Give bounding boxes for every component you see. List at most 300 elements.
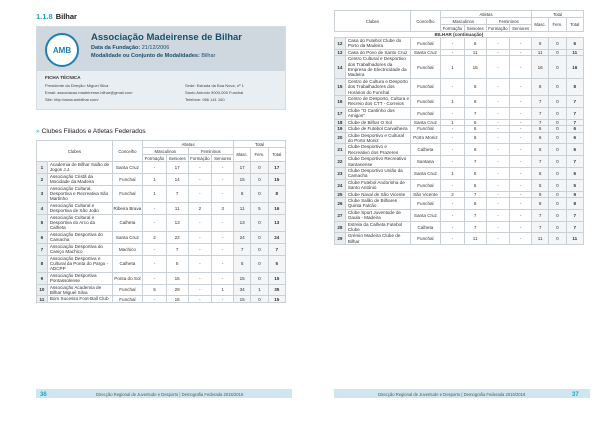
ficha-title: FICHA TÉCNICA [45,75,81,80]
fem-seniores: - [510,167,532,179]
header-concelho: Concelho [112,141,142,162]
fem-seniores: - [510,221,532,233]
fem-seniores: - [510,209,532,221]
club-name: Clube Futebol Andorinha de Santo António [345,179,410,191]
total-all: 7 [268,243,285,255]
left-table-body [37,162,286,303]
row-number: 20 [335,132,346,144]
row-number: 6 [37,231,48,243]
masc-seniores: 17 [166,162,188,174]
total-fem: 0 [251,173,268,185]
fem-seniores: - [212,296,234,302]
fem-seniores: 1 [212,284,234,296]
fem-formacao: - [486,233,510,245]
masc-seniores: 7 [166,185,188,202]
row-number: 4 [37,202,48,214]
fem-seniores: - [510,132,532,144]
total-all: 8 [566,197,583,209]
fem-formacao: - [188,272,212,284]
total-fem: 0 [549,126,566,132]
total-all: 17 [268,162,285,174]
concelho: Funchal [410,107,440,119]
masc-seniores: 29 [166,284,188,296]
row-number: 13 [335,49,346,55]
row-number: 2 [37,173,48,185]
concelho: Santa Cruz [410,119,440,125]
concelho: Santa Cruz [112,231,142,243]
total-masc: 7 [531,156,548,168]
total-fem: 0 [549,49,566,55]
fem-seniores: 3 [212,202,234,214]
masc-seniores: 22 [166,231,188,243]
row-number: 17 [335,107,346,119]
header-total-r: Total [531,11,583,18]
fem-seniores: - [212,231,234,243]
fem-seniores: - [510,191,532,197]
row-number: 18 [335,119,346,125]
fem-formacao: - [486,167,510,179]
total-fem: 0 [251,185,268,202]
clubs-title-text: Clubes Filiados e Atletas Federados [41,128,146,135]
total-fem: 0 [251,162,268,174]
row-number: 28 [335,221,346,233]
concelho: Funchal [112,185,142,202]
masc-formacao: 2 [441,191,465,197]
masc-formacao: - [143,296,167,302]
masc-seniores: 6 [464,119,486,125]
logo-text: AMB [52,45,72,55]
concelho: Funchal [410,78,440,95]
club-name: Associação Desportiva do Camacha [47,231,112,243]
table-row [335,78,584,95]
row-number: 19 [335,126,346,132]
concelho: Funchal [410,56,440,79]
masc-seniores: 6 [464,132,486,144]
concelho: Calheta [112,214,142,231]
modality-line [91,53,215,59]
total-masc: 11 [233,202,250,214]
concelho: Funchal [410,126,440,132]
fem-seniores: - [510,179,532,191]
total-masc: 6 [531,167,548,179]
masc-formacao: - [441,132,465,144]
masc-seniores: 7 [166,243,188,255]
concelho: Ribeira Brava [112,202,142,214]
header-total: Total [233,141,285,148]
club-name: Clube Salão de Bilhares Quinta Falcão [345,197,410,209]
total-all: 8 [566,78,583,95]
total-all: 7 [566,221,583,233]
fem-seniores: - [212,185,234,202]
club-name: Associação Desportiva do Caniço Machico [47,243,112,255]
total-all: 7 [566,119,583,125]
masc-formacao: - [441,209,465,221]
total-masc: 7 [531,96,548,108]
footer-text-left: Direcção Regional de Juventude e Desporto | Demografia Federada 2015/2016 [96,392,244,397]
masc-seniores: 15 [166,296,188,302]
table-row [37,243,286,255]
total-masc: 7 [531,209,548,221]
club-name: Clube Sport Juventude de Gaula - Madeira [345,209,410,221]
header-fem: Fem. [251,148,268,162]
fem-seniores: - [510,126,532,132]
club-name: Clube Desportivo União da Camacha [345,167,410,179]
association-name: Associação Madeirense de Bilhar [91,32,243,43]
header-masculinos: Masculinos [143,148,188,155]
row-number: 5 [37,214,48,231]
club-name: Clube Naval de São Vicente [345,191,410,197]
total-fem: 0 [549,38,566,50]
concelho: Funchal [410,233,440,245]
total-fem: 0 [549,78,566,95]
header-seniores-m: Seniores [166,155,188,162]
header-formacao-m: Formação [143,155,167,162]
phone-line: Telefone: 966 141 160 [185,97,225,102]
masc-seniores: 6 [464,126,486,132]
row-number: 10 [37,284,48,296]
masc-seniores: 15 [464,56,486,79]
masc-formacao: 1 [143,185,167,202]
fem-seniores: - [510,49,532,55]
concelho: Funchal [410,38,440,50]
total-masc: 7 [233,243,250,255]
masc-formacao: 1 [441,96,465,108]
row-number: 26 [335,197,346,209]
total-masc: 17 [233,162,250,174]
table-row [335,179,584,191]
masc-formacao: - [441,144,465,156]
masc-formacao: 1 [143,173,167,185]
total-all: 24 [268,231,285,243]
total-fem: 0 [251,243,268,255]
address-line: Sede: Estrada da Boa Nova, nº 1 [185,83,244,88]
club-name: Bom Sucesso Foot-Ball Club [47,296,112,302]
total-fem: 0 [549,96,566,108]
right-table-body [335,38,584,245]
table-row [335,209,584,221]
masc-formacao: - [441,179,465,191]
concelho: Calheta [410,144,440,156]
row-number: 29 [335,233,346,245]
total-masc: 13 [233,214,250,231]
total-all: 6 [566,38,583,50]
total-fem: 0 [251,255,268,272]
masc-seniores: 15 [166,272,188,284]
total-all: 11 [566,49,583,55]
total-all: 16 [268,202,285,214]
masc-seniores: 8 [464,78,486,95]
total-masc: 6 [531,38,548,50]
email-line[interactable]: Email: associacao.madeirense.bilhar@gmail.com [45,90,133,95]
masc-seniores: 8 [464,197,486,209]
concelho: Funchal [112,296,142,302]
masc-seniores: 6 [464,38,486,50]
total-masc: 11 [531,233,548,245]
fem-seniores: - [212,243,234,255]
fem-seniores: - [212,214,234,231]
total-all: 11 [566,233,583,245]
concelho: Santana [410,156,440,168]
table-row [335,221,584,233]
header-clubes: Clubes [37,141,113,162]
total-masc: 7 [531,107,548,119]
row-number: 8 [37,255,48,272]
club-name: Clube Desportivo e Cultural do Porto Moniz [345,132,410,144]
row-number: 3 [37,185,48,202]
founded-line [91,45,169,51]
fem-seniores: - [510,197,532,209]
club-name: Estrela da Calheta Futebol Clube [345,221,410,233]
total-masc: 9 [531,191,548,197]
masc-seniores: 11 [464,49,486,55]
concelho: Santa Cruz [410,209,440,221]
concelho: Calheta [112,255,142,272]
masc-formacao: 1 [441,56,465,79]
total-fem: 5 [251,202,268,214]
fem-formacao: - [188,243,212,255]
table-row [37,162,286,174]
modality-label: Modalidade ou Conjunto de Modalidades: [91,53,200,59]
total-all: 16 [566,56,583,79]
fem-formacao: - [188,185,212,202]
masc-formacao: - [143,214,167,231]
table-row [37,185,286,202]
club-name: Centro de Cultura e Desporto dos Trabalhadores dos Horários do Funchal [345,78,410,95]
club-name: Grémio Madeira Clube de Bilhar [345,233,410,245]
total-all: 7 [566,209,583,221]
fem-seniores: - [510,233,532,245]
header-atletas: Atletas [143,141,234,148]
masc-formacao: - [143,255,167,272]
total-all: 13 [268,214,285,231]
total-fem: 0 [549,233,566,245]
masc-formacao: - [441,221,465,233]
club-name: Centro de Desporto, Cultura e Recreio dos CTT - Correios [345,96,410,108]
table-row [37,173,286,185]
club-name: Associação Desportiva Pontassolense [47,272,112,284]
fem-formacao: - [486,132,510,144]
total-all: 7 [566,96,583,108]
row-number: 9 [37,272,48,284]
club-name: Centro Cultural e Desportivo dos Trabalhadores da Empresa de Electricidade da Madeira [345,56,410,79]
table-row [37,231,286,243]
fem-formacao: - [486,96,510,108]
table-row [37,255,286,272]
president-line: Presidente da Direção: Miguel Silva [45,83,109,88]
header-total-col: Total [268,148,285,162]
total-fem: 1 [251,284,268,296]
table-row [335,107,584,119]
association-logo [45,33,79,67]
header-formacao-m-r: Formação [441,25,465,32]
total-masc: 8 [233,185,250,202]
club-name: Associação Cristã da Mocidade da Madeira [47,173,112,185]
total-all: 15 [268,272,285,284]
header-total-col-r: Total [566,18,583,32]
club-name: Clube "O Cantinho dos Amigos" [345,107,410,119]
total-masc: 5 [531,179,548,191]
total-masc: 7 [531,221,548,233]
total-masc: 11 [531,49,548,55]
total-fem: 0 [549,156,566,168]
total-all: 8 [268,185,285,202]
concelho: Funchal [112,284,142,296]
masc-seniores: 7 [464,209,486,221]
masc-formacao: - [441,38,465,50]
total-masc: 6 [531,132,548,144]
club-name: Casa do Povo de Santo Cruz [345,49,410,55]
fem-formacao: 2 [188,202,212,214]
row-number: 12 [335,38,346,50]
club-name: Clube Desportivo e Recreativo dos Prazeres [345,144,410,156]
fem-formacao: - [486,119,510,125]
header-masc: Masc. [233,148,250,162]
masc-seniores: 5 [166,255,188,272]
table-row [37,272,286,284]
fem-formacao: - [188,255,212,272]
masc-formacao: 2 [143,231,167,243]
club-name: Clube de Futebol Carvalheira [345,126,410,132]
fem-formacao: - [486,191,510,197]
total-masc: 6 [531,126,548,132]
total-all: 6 [566,144,583,156]
page-number-left: 36 [40,392,47,398]
total-masc: 7 [531,119,548,125]
masc-seniores: 7 [464,191,486,197]
fem-seniores: - [510,56,532,79]
header-formacao-f: Formação [188,155,212,162]
concelho: Funchal [410,96,440,108]
row-number: 16 [335,96,346,108]
header-concelho-r: Concelho [410,11,440,32]
row-number: 21 [335,144,346,156]
club-name: Academia de Bilhar Salão de Jogos J.J. [47,162,112,174]
table-row [335,233,584,245]
header-clubes-r: Clubes [335,11,411,32]
masc-seniores: 13 [166,214,188,231]
table-row [37,296,286,302]
fem-formacao: - [486,107,510,119]
total-fem: 0 [251,231,268,243]
concelho: Calheta [410,221,440,233]
masc-formacao: - [143,202,167,214]
fem-seniores: - [212,272,234,284]
masc-seniores: 5 [464,167,486,179]
site-line[interactable]: Site: http://www.ambilhar.com/ [45,97,99,102]
total-all: 9 [566,191,583,197]
total-masc: 8 [531,197,548,209]
total-masc: 16 [531,56,548,79]
masc-formacao: - [441,49,465,55]
table-row [335,167,584,179]
table-row [335,38,584,50]
total-all: 15 [268,173,285,185]
club-name: Associação Desportiva e Cultural da Ponta do Pargo - ADCPP [47,255,112,272]
row-number: 11 [37,296,48,302]
continuation-label: BILHAR (continuação) [434,32,484,37]
table-row [37,284,286,296]
masc-formacao: 1 [441,167,465,179]
club-name: Associação Cultural, Desportiva e Recreativa São Martinho [47,185,112,202]
masc-seniores: 14 [166,173,188,185]
table-row [37,202,286,214]
total-all: 7 [566,156,583,168]
header-seniores-f: Seniores [212,155,234,162]
clubs-table-right [334,10,584,245]
clubs-title: » Clubes Filiados e Atletas Federados [36,128,146,135]
total-fem: 0 [549,191,566,197]
total-all: 7 [566,107,583,119]
header-seniores-m-r: Seniores [464,25,486,32]
section-title [36,12,77,21]
table-row [335,132,584,144]
row-number: 7 [37,243,48,255]
fem-formacao: - [188,214,212,231]
clubs-table-left [36,140,286,303]
section-number: 1.1.8 [36,12,53,21]
masc-seniores: 7 [464,221,486,233]
fem-seniores: - [212,255,234,272]
club-name: Associação Cultural e Desportiva de São João [47,202,112,214]
fem-seniores: - [510,38,532,50]
masc-formacao: - [143,162,167,174]
fem-seniores: - [212,173,234,185]
masc-formacao: 1 [441,119,465,125]
masc-seniores: 11 [166,202,188,214]
fem-formacao: - [486,197,510,209]
total-masc: 8 [531,78,548,95]
fem-formacao: - [188,296,212,302]
table-row [335,156,584,168]
fem-seniores: - [510,144,532,156]
modality-value: Bilhar [201,53,216,59]
masc-seniores: 6 [464,144,486,156]
concelho: Funchal [410,197,440,209]
total-fem: 0 [549,56,566,79]
row-number: 23 [335,167,346,179]
fem-formacao: - [486,156,510,168]
concelho: São Vicente [410,191,440,197]
total-fem: 0 [549,107,566,119]
founded-date: 21/12/2006 [141,45,170,51]
masc-seniores: 7 [464,107,486,119]
total-masc: 15 [233,296,250,302]
total-masc: 24 [233,231,250,243]
masc-formacao: - [441,126,465,132]
total-masc: 15 [233,272,250,284]
masc-formacao: - [441,156,465,168]
total-all: 35 [268,284,285,296]
masc-formacao: - [441,107,465,119]
total-masc: 6 [531,144,548,156]
total-fem: 0 [549,167,566,179]
header-femininos: Femininos [188,148,233,155]
row-number: 25 [335,191,346,197]
fem-seniores: - [510,107,532,119]
table-row [335,197,584,209]
total-fem: 0 [549,119,566,125]
total-masc: 5 [233,255,250,272]
masc-formacao: - [143,243,167,255]
fem-formacao: - [188,284,212,296]
masc-formacao: - [441,197,465,209]
total-masc: 15 [233,173,250,185]
fem-formacao: - [486,209,510,221]
page-number-right: 37 [572,392,579,398]
fem-seniores: - [510,78,532,95]
fem-seniores: - [510,156,532,168]
header-femininos-r: Femininos [486,18,531,25]
